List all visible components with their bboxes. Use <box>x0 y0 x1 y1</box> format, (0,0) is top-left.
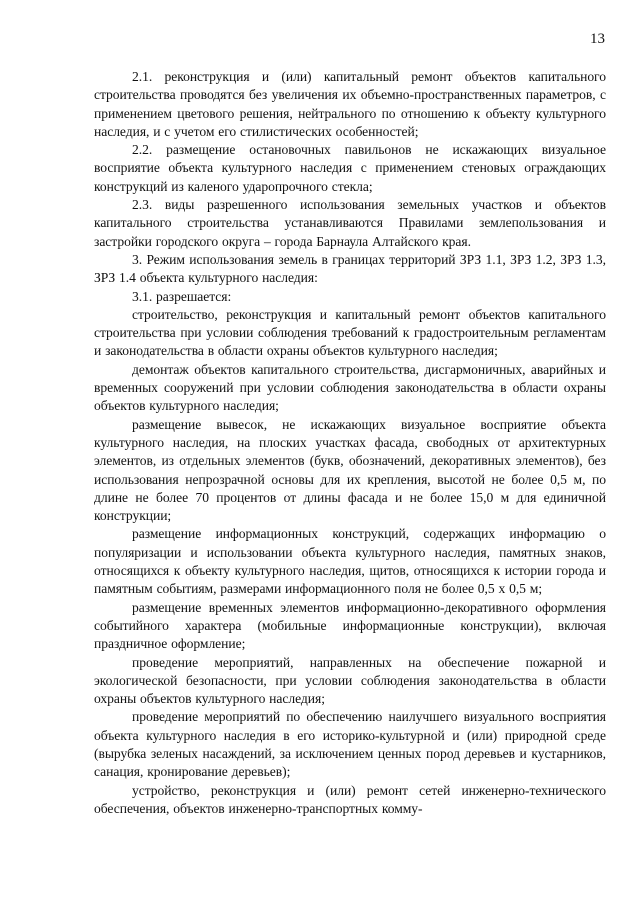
paragraph-2-1: 2.1. реконструкция и (или) капитальный ремонт объектов капитального строительства проводятся без увеличения их объемно-пространственных параметров, с применением цветового решения, нейтрального по отношению к объекту культурного наследия, и с учетом его стилистических особенностей; <box>94 69 606 139</box>
page-number: 13 <box>590 31 605 47</box>
document-body <box>94 68 606 818</box>
paragraph-3-1: 3.1. разрешается: <box>132 288 232 304</box>
paragraph-visual-perception: проведение мероприятий по обеспечению наилучшего визуального восприятия объекта культурного наследия в его историко-культурной и (или) природной среде (вырубка зеленых насаждений, за исключением ценных пород деревьев и кустарников, санация, кронирование деревьев); <box>94 709 606 780</box>
paragraph-2-2: 2.2. размещение остановочных павильонов не искажающих визуальное восприятие объекта культурного наследия с применением стеновых ограждающих конструкций из каленого ударопрочного стекла; <box>94 142 606 194</box>
paragraph-safety-measures: проведение мероприятий, направленных на обеспечение пожарной и экологической безопасности, при условии соблюдения законодательства в области охраны объектов культурного наследия; <box>94 654 606 707</box>
paragraph-engineering-networks: устройство, реконструкция и (или) ремонт сетей инженерно-технического обеспечения, объектов инженерно-транспортных комму- <box>94 782 606 816</box>
paragraph-construction: строительство, реконструкция и капитальный ремонт объектов капитального строительства при условии соблюдения требований к градостроительным регламентам и законодательства в области охраны объектов культурного наследия; <box>94 306 606 359</box>
paragraph-signage: размещение вывесок, не искажающих визуальное восприятие объекта культурного наследия, на плоских участках фасада, свободных от архитектурных элементов, из отдельных элементов (букв, обозначений, декоративных элементов), без использования непрозрачной основы для их крепления, высотой не более 0,5 м, по длине не более 70 процентов от длины фасада и не более 15,0 м для единичной конструкции; <box>94 416 606 524</box>
paragraph-3: 3. Режим использования земель в границах территорий ЗРЗ 1.1, ЗРЗ 1.2, ЗРЗ 1.3, ЗРЗ 1.4 объекта культурного наследия: <box>94 251 606 286</box>
paragraph-2-3: 2.3. виды разрешенного использования земельных участков и объектов капитального строительства устанавливаются Правилами землепользования и застройки городского округа – города Барнаула Алтайского края. <box>94 197 606 249</box>
paragraph-temporary-elements: размещение временных элементов информационно-декоративного оформления событийного характера (мобильные информационные конструкции), включая праздничное оформление; <box>94 599 606 652</box>
paragraph-info-structures: размещение информационных конструкций, содержащих информацию о популяризации и использовании объекта культурного наследия, памятных знаков, относящихся к объекту культурного наследия, щитов, относящихся к истории города и памятным событиям, размерами информационного поля не более 0,5 х 0,5 м; <box>94 526 606 597</box>
paragraph-demolition: демонтаж объектов капитального строительства, дисгармоничных, аварийных и временных сооружений при условии соблюдения законодательства в области охраны объектов культурного наследия; <box>94 361 606 414</box>
